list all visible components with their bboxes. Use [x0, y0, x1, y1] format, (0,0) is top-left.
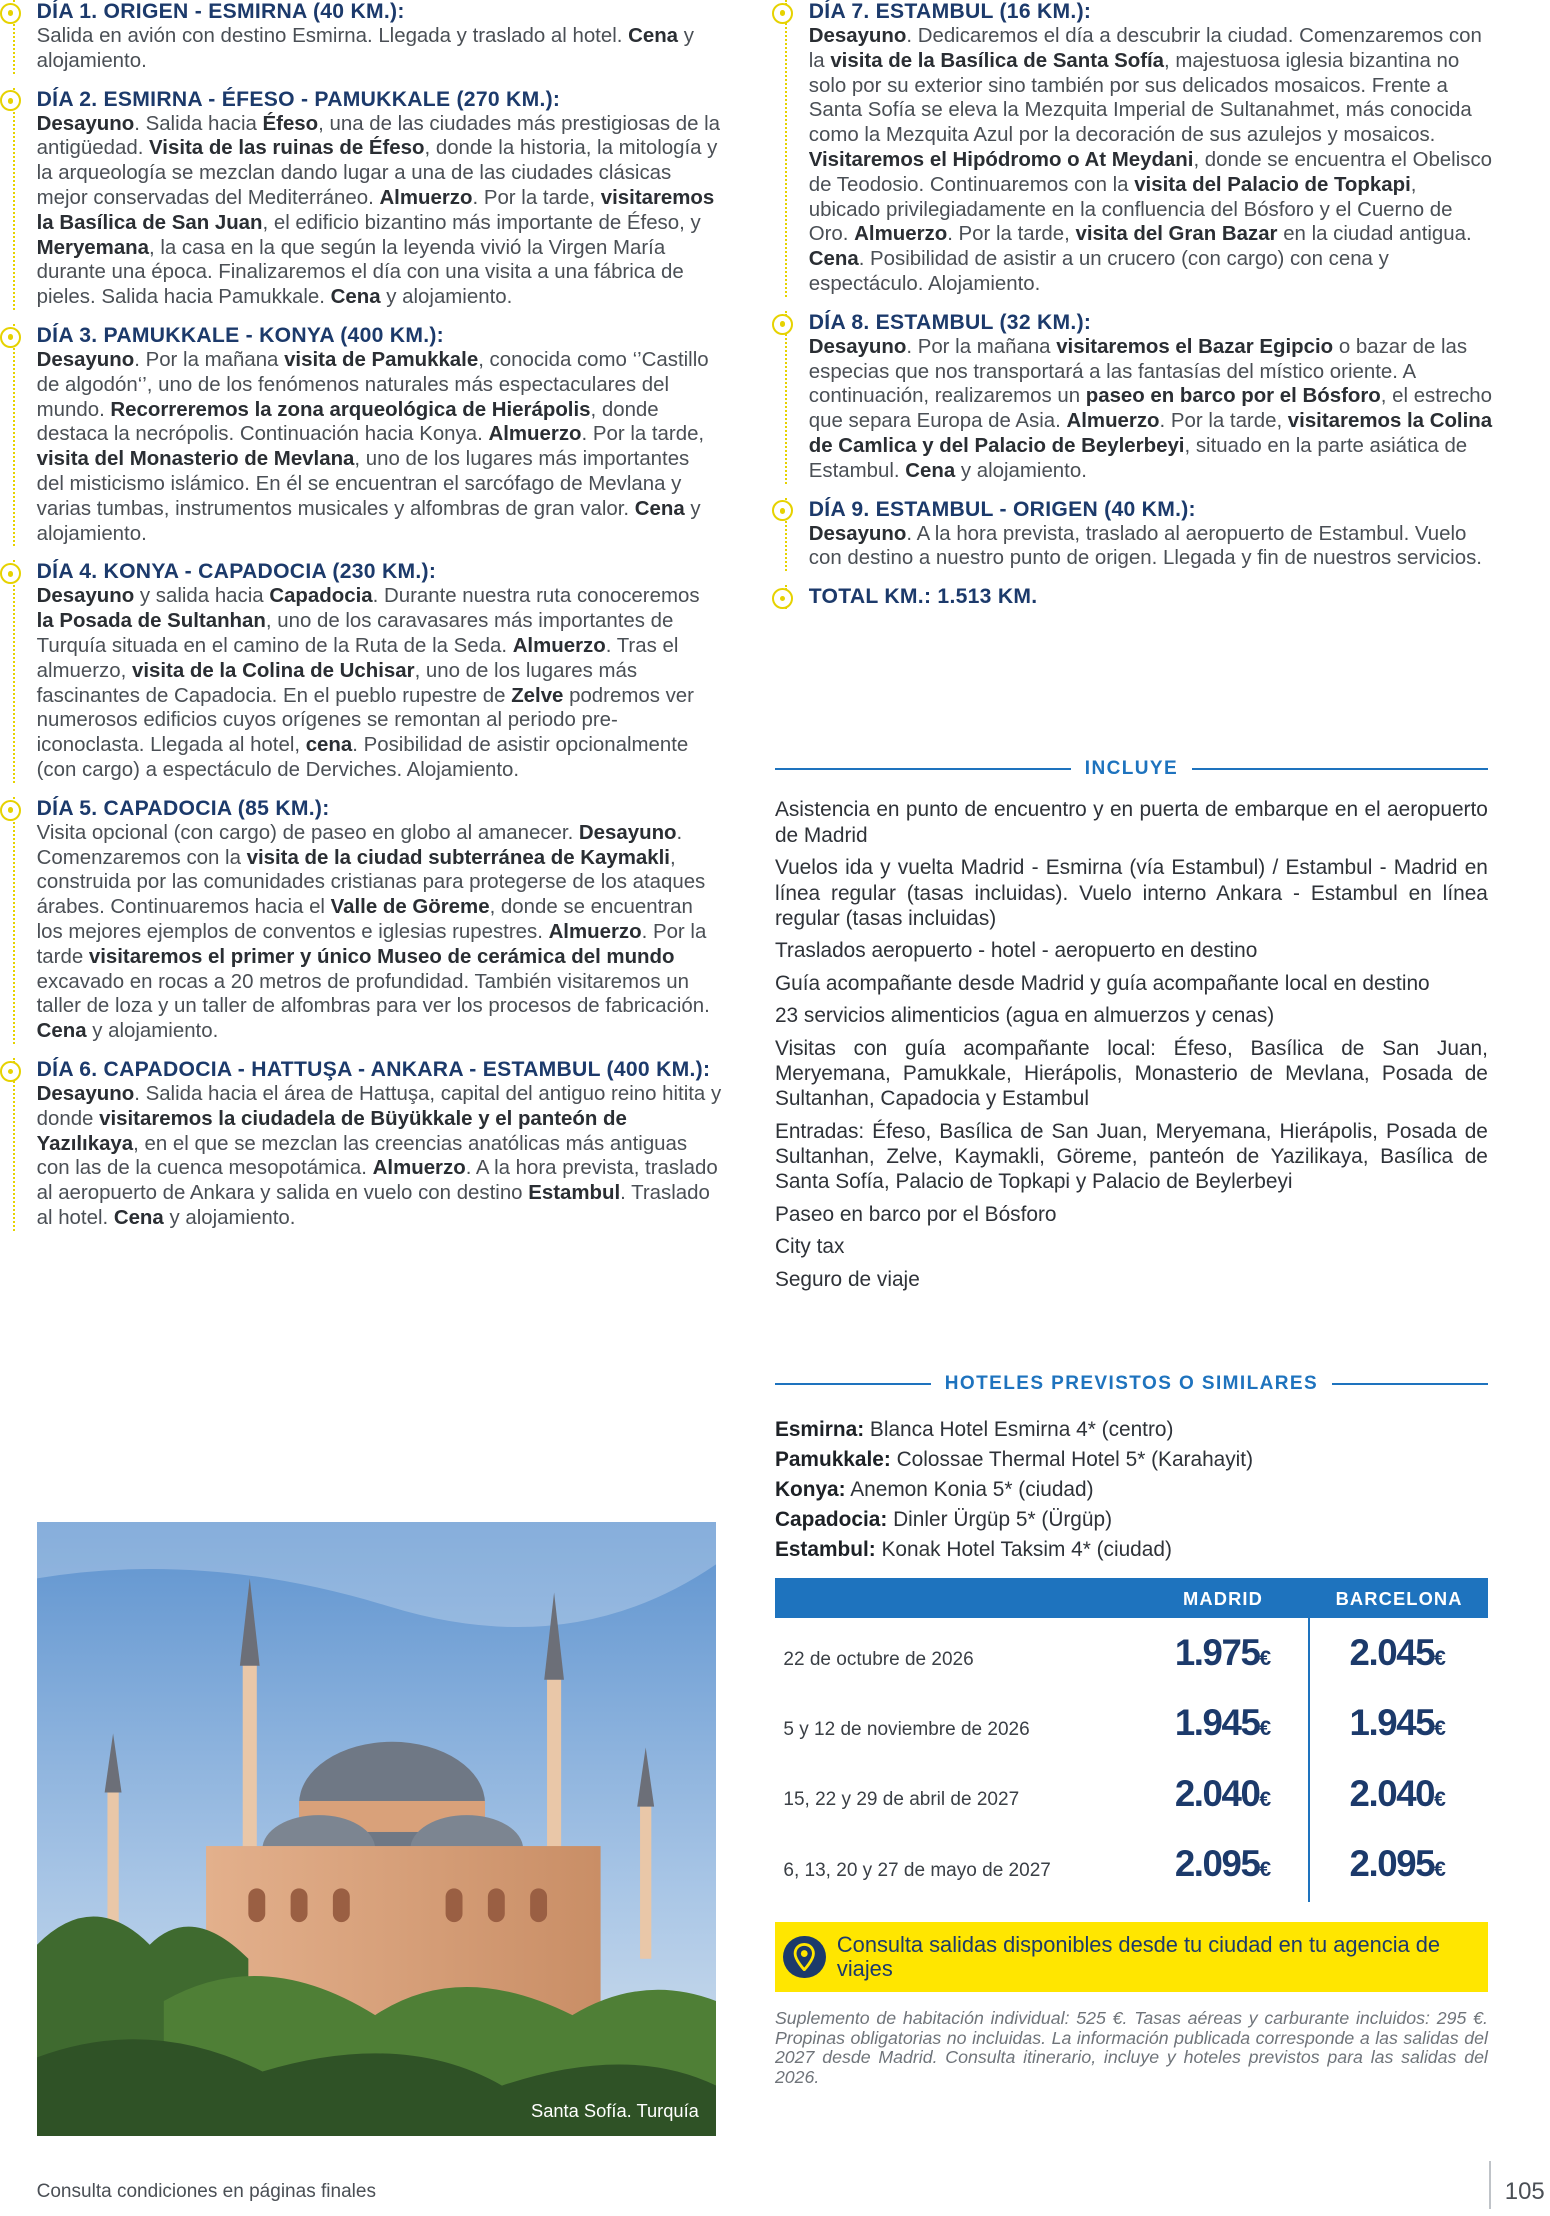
price-madrid: 2.095€ — [1174, 1842, 1272, 1884]
day-description: Desayuno. A la hora prevista, traslado al aeropuerto de Estambul. Vuelo con destino a nuestro punto de origen. Llegada y fin de nuestros servicios. — [808, 522, 1482, 570]
price-madrid: 2.040€ — [1174, 1772, 1272, 1814]
hotel-city: Pamukkale: — [774, 1447, 891, 1471]
price-barcelona: 2.095€ — [1349, 1842, 1446, 1884]
timeline-line — [13, 1058, 15, 1231]
incluye-item: Paseo en barco por el Bósforo — [774, 1202, 1057, 1226]
hotel-city: Capadocia: — [774, 1508, 888, 1532]
incluye-heading — [775, 755, 1488, 783]
price-table-header — [775, 1578, 1488, 1617]
left-day-2 — [0, 324, 721, 546]
price-table — [775, 1578, 1488, 1902]
hotel-item — [775, 1505, 1488, 1535]
right-day-2 — [772, 498, 1493, 572]
photo-caption: Santa Sofía. Turquía — [531, 2099, 699, 2121]
timeline-dot-icon — [772, 3, 793, 24]
hotel-item — [775, 1445, 1488, 1475]
hotel-city: Konya: — [774, 1477, 846, 1501]
itinerary-left-column — [0, 0, 721, 1231]
day-title: DÍA 1. ORIGEN - ESMIRNA (40 KM.): — [36, 0, 405, 23]
incluye-item: 23 servicios alimenticios (agua en almuerzos y cenas) — [774, 1004, 1275, 1028]
incluye-title: INCLUYE — [1084, 758, 1179, 780]
timeline-dot-icon — [0, 563, 21, 584]
footer-divider — [1489, 2161, 1490, 2209]
day-title: TOTAL KM.: 1.513 KM. — [808, 585, 1038, 609]
hotel-name: Anemon Konia 5* (ciudad) — [845, 1477, 1094, 1501]
incluye-item: Traslados aeropuerto - hotel - aeropuerto en destino — [774, 939, 1258, 963]
col-barcelona: BARCELONA — [1335, 1587, 1463, 1609]
day-description: Desayuno. Dedicaremos el día a descubrir la ciudad. Comenzaremos con la visita de la Basílica de Santa Sofía, majestuosa iglesia bizantina no solo por su exterior sino también por sus delicados mosaicos. Frente a Santa Sofía se eleva la Mezquita Imperial de Sultanahmet, más conocida como la Mezquita Azul por la decoración de sus azulejos y mosaicos. Visitaremos el Hipódromo o At Meydani, donde se encuentra el Obelisco de Teodosio. Continuaremos con la visita del Palacio de Topkapi, ubicado privilegiadamente en la confluencia del Bósforo y el Cuerno de Oro. Almuerzo. Por la tarde, visita del Gran Bazar en la ciudad antigua. Cena. Posibilidad de asistir a un crucero (con cargo) con cena y espectáculo. Alojamiento. — [808, 24, 1493, 295]
day-title: DÍA 6. CAPADOCIA - HATTUŞA - ANKARA - ESTAMBUL (400 KM.): — [36, 1058, 711, 1082]
incluye-item: Visitas con guía acompañante local: Éfeso, Basílica de San Juan, Meryemana, Pamukkale, Hierápolis, Monasterio de Mevlana, Posada de Sultanhan, Capadocia y Estambul — [774, 1036, 1488, 1111]
day-title: DÍA 9. ESTAMBUL - ORIGEN (40 KM.): — [808, 497, 1196, 521]
timeline-line — [13, 797, 15, 1044]
left-day-0 — [0, 0, 721, 74]
timeline-dot-icon — [772, 314, 793, 335]
price-barcelona: 2.040€ — [1349, 1772, 1446, 1814]
hotel-city: Esmirna: — [774, 1417, 865, 1441]
price-row — [775, 1620, 1488, 1690]
day-description: Desayuno y salida hacia Capadocia. Durante nuestra ruta conoceremos la Posada de Sultanhan, uno de los caravasares más importantes de Turquía situada en el camino de la Ruta de la Seda. Almuerzo. Tras el almuerzo, visita de la Colina de Uchisar, uno de los lugares más fascinantes de Capadocia. En el pueblo rupestre de Zelve podremos ver numerosos edificios cuyos orígenes se remontan al periodo pre-iconoclasta. Llegada al hotel, cena. Posibilidad de asistir opcionalmente (con cargo) a espectáculo de Derviches. Alojamiento. — [36, 585, 700, 781]
day-title: DÍA 2. ESMIRNA - ÉFESO - PAMUKKALE (270 KM.): — [36, 87, 561, 111]
price-row — [775, 1691, 1488, 1761]
timeline-dot-icon — [0, 800, 21, 821]
timeline-line — [785, 0, 787, 297]
left-day-1 — [0, 88, 721, 310]
left-day-5 — [0, 1058, 721, 1231]
hotel-name: Dinler Ürgüp 5* (Ürgüp) — [887, 1508, 1113, 1532]
day-title: DÍA 8. ESTAMBUL (32 KM.): — [808, 310, 1092, 334]
footer-note: Consulta condiciones en páginas finales — [36, 2181, 376, 2203]
day-description: Desayuno. Por la mañana visita de Pamukkale, conocida como ‘’Castillo de algodón‘’, uno de los fenómenos naturales más espectaculares del mundo. Recorreremos la zona arqueológica de Hierápolis, donde destaca la necrópolis. Continuación hacia Konya. Almuerzo. Por la tarde, visita del Monasterio de Mevlana, uno de los lugares más importantes del misticismo islámico. En él se encuentran el sarcófago de Mevlana y varias tumbas, instrumentos musicales y alfombras de gran valor. Cena y alojamiento. — [36, 348, 709, 545]
day-title: DÍA 7. ESTAMBUL (16 KM.): — [808, 0, 1092, 23]
hotel-city: Estambul: — [774, 1538, 876, 1562]
itinerary-right-column — [772, 0, 1493, 609]
incluye-item: City tax — [774, 1235, 845, 1259]
fine-print: Suplemento de habitación individual: 525 €. Tasas aéreas y carburante incluidos: 295 €. Propinas obligatorias no incluidas. La información publicada corresponde a las salidas del 2027 desde Madrid. Consulta itinerario, incluye y hoteles previstos para las salidas del 2026. — [774, 2008, 1488, 2087]
hotel-name: Konak Hotel Taksim 4* (ciudad) — [875, 1538, 1172, 1562]
day-description: Desayuno. Salida hacia Éfeso, una de las ciudades más prestigiosas de la antigüedad. Visita de las ruinas de Éfeso, donde la historia, la mitología y la arqueología se mezclan dando lugar a una de las ciudades clásicas mejor conservadas del Mediterráneo. Almuerzo. Por la tarde, visitaremos la Basílica de San Juan, el edificio bizantino más importante de Éfeso, y Meryemana, la casa en la que según la leyenda vivió la Virgen María durante una época. Finalizaremos el día con una visita a una fábrica de pieles. Salida hacia Pamukkale. Cena y alojamiento. — [36, 112, 721, 309]
day-title: DÍA 5. CAPADOCIA (85 KM.): — [36, 796, 330, 820]
day-description: Salida en avión con destino Esmirna. Llegada y traslado al hotel. Cena y alojamiento. — [36, 24, 694, 72]
timeline-line — [785, 311, 787, 484]
banner-text: Consulta salidas disponibles desde tu ciudad en tu agencia de viajes — [836, 1932, 1441, 1982]
timeline-line — [13, 560, 15, 782]
info-banner — [775, 1922, 1488, 1992]
left-day-3 — [0, 560, 721, 782]
timeline-dot-icon — [0, 3, 21, 24]
price-row — [775, 1761, 1488, 1831]
hoteles-title: HOTELES PREVISTOS O SIMILARES — [944, 1372, 1319, 1394]
price-barcelona: 2.045€ — [1349, 1631, 1446, 1673]
hotel-item — [775, 1535, 1488, 1565]
right-day-0 — [772, 0, 1493, 297]
incluye-list — [775, 797, 1488, 1298]
hotel-name: Blanca Hotel Esmirna 4* (centro) — [864, 1417, 1174, 1441]
timeline-line — [13, 88, 15, 310]
right-day-1 — [772, 311, 1493, 484]
incluye-item: Asistencia en punto de encuentro y en puerta de embarque en el aeropuerto de Madrid — [774, 798, 1488, 847]
hotels-list — [775, 1415, 1488, 1566]
day-description: Desayuno. Salida hacia el área de Hattuşa, capital del antiguo reino hitita y donde visitaremos la ciudadela de Büyükkale y el panteón de Yazılıkaya, en el que se mezclan las creencias anatólicas más antiguas con las de la cuenca mesopotámica. Almuerzo. A la hora prevista, traslado al aeropuerto de Ankara y salida en vuelo con destino Estambul. Traslado al hotel. Cena y alojamiento. — [36, 1083, 722, 1229]
photo-santa-sofia — [37, 1522, 716, 2136]
santa-sofia-illustration — [37, 1522, 716, 2136]
day-description: Visita opcional (con cargo) de paseo en globo al amanecer. Desayuno. Comenzaremos con la visita de la ciudad subterránea de Kaymakli, construida por las comunidades cristianas para protegerse de los ataques árabes. Continuaremos hacia el Valle de Göreme, donde se encuentran los mejores ejemplos de conventos e iglesias rupestres. Almuerzo. Por la tarde visitaremos el primer y único Museo de cerámica del mundo excavado en rocas a 20 metros de profundidad. También visitaremos un taller de loza y un taller de alfombras para ver los procesos de fabricación. Cena y alojamiento. — [36, 821, 710, 1043]
hotel-item — [775, 1475, 1488, 1505]
departure-date: 15, 22 y 29 de abril de 2027 — [783, 1789, 1020, 1811]
incluye-item: Vuelos ida y vuelta Madrid - Esmirna (vía Estambul) / Estambul - Madrid en línea regular (tasas incluidas). Vuelo interno Ankara - Estambul en línea regular (tasas incluidas) — [774, 856, 1488, 930]
right-day-3 — [772, 585, 1493, 609]
hotel-item — [775, 1415, 1488, 1445]
day-title: DÍA 3. PAMUKKALE - KONYA (400 KM.): — [36, 324, 444, 348]
departure-date: 6, 13, 20 y 27 de mayo de 2027 — [783, 1859, 1051, 1881]
day-title: DÍA 4. KONYA - CAPADOCIA (230 KM.): — [36, 560, 437, 584]
location-pin-icon — [783, 1936, 825, 1978]
incluye-item: Entradas: Éfeso, Basílica de San Juan, Meryemana, Hierápolis, Posada de Sultanhan, Zelve, Kaymakli, Göreme, panteón de Yazilikaya, Basílica de Santa Sofía, Palacio de Topkapi y Palacio de Beylerbeyi — [774, 1119, 1488, 1194]
timeline-dot-icon — [0, 90, 21, 111]
departure-date: 22 de octubre de 2026 — [783, 1648, 974, 1670]
price-madrid: 1.945€ — [1174, 1702, 1272, 1744]
incluye-item: Seguro de viaje — [774, 1267, 920, 1291]
departure-date: 5 y 12 de noviembre de 2026 — [783, 1718, 1030, 1740]
hotel-name: Colossae Thermal Hotel 5* (Karahayit) — [890, 1447, 1254, 1471]
timeline-dot-icon — [0, 327, 21, 348]
price-barcelona: 1.945€ — [1349, 1702, 1446, 1744]
timeline-dot-icon — [0, 1061, 21, 1082]
timeline-dot-icon — [772, 500, 793, 521]
day-description: Desayuno. Por la mañana visitaremos el Bazar Egipcio o bazar de las especias que nos transportará a las fantasías del místico oriente. A continuación, realizaremos un paseo en barco por el Bósforo, el estrecho que separa Europa de Asia. Almuerzo. Por la tarde, visitaremos la Colina de Camlica y del Palacio de Beylerbeyi, situado en la parte asiática de Estambul. Cena y alojamiento. — [808, 335, 1493, 482]
hoteles-heading — [775, 1370, 1488, 1398]
price-madrid: 1.975€ — [1174, 1631, 1272, 1673]
timeline-dot-icon — [772, 588, 793, 609]
left-day-4 — [0, 797, 721, 1044]
incluye-item: Guía acompañante desde Madrid y guía acompañante local en destino — [774, 971, 1430, 995]
price-row — [775, 1832, 1488, 1902]
page-number: 105 — [1504, 2178, 1545, 2206]
timeline-line — [13, 324, 15, 546]
col-madrid: MADRID — [1183, 1587, 1263, 1609]
